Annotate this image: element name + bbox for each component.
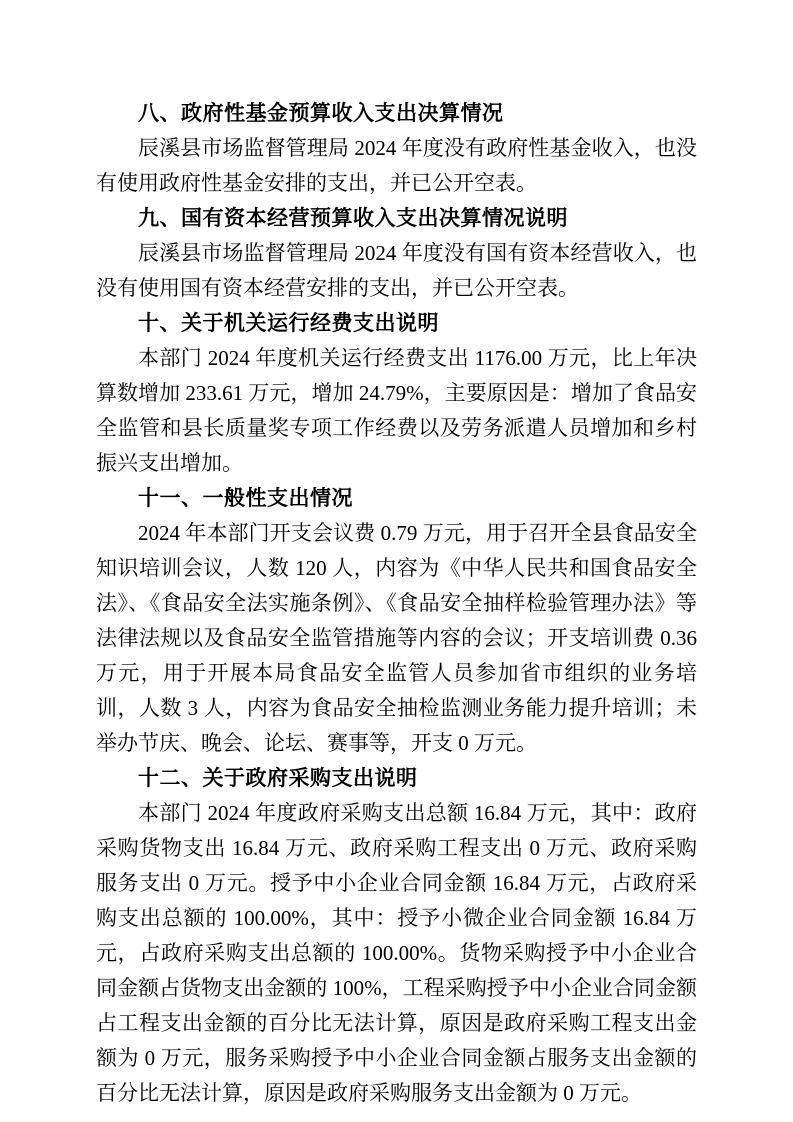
section-body-gov-fund-budget: 辰溪县市场监督管理局 2024 年度没有政府性基金收入，也没有使用政府性基金安排的支出，并已公开空表。 bbox=[96, 136, 697, 195]
section-body-gov-procurement: 本部门 2024 年度政府采购支出总额 16.84 万元，其中：政府采购货物支出 16.84 万元、政府采购工程支出 0 万元、政府采购服务支出 0 万元。授予中小企业合同金额 16.84 万元，占政府采购支出总额的 100.00%，其中：授予小微企业合同金额 16.84 万元，占政府采购支出总额的 100.00%。货物采购授予中小企业合同金额占货物支出金额的 100%，工程采购授予中小企业合同金额占工程支出金额的百分比无法计算，原因是政府采购工程支出金额为 0 万元，服务采购授予中小企业合同金额占服务支出金额的百分比无法计算，原因是政府采购服务支出金额为 0 万元。 bbox=[96, 801, 697, 1105]
section-heading-state-capital-budget: 九、国有资本经营预算收入支出决算情况说明 bbox=[138, 207, 568, 230]
section-body-general-expenditure: 2024 年本部门开支会议费 0.79 万元，用于召开全县食品安全知识培训会议，人数 120 人，内容为《中华人民共和国食品安全法》、《食品安全法实施条例》、《食品安全抽样检验管理办法》等法律法规以及食品安全监管措施等内容的会议；开支培训费 0.36 万元，用于开展本局食品安全监管人员参加省市组织的业务培训，人数 3 人，内容为食品安全抽检监测业务能力提升培训；未举办节庆、晚会、论坛、赛事等，开支 0 万元。 bbox=[96, 521, 697, 755]
section-body-state-capital-budget: 辰溪县市场监督管理局 2024 年度没有国有资本经营收入，也没有使用国有资本经营安排的支出，并已公开空表。 bbox=[96, 241, 697, 300]
section-body-agency-running-costs: 本部门 2024 年度机关运行经费支出 1176.00 万元，比上年决算数增加 233.61 万元，增加 24.79%，主要原因是：增加了食品安全监管和县长质量奖专项工作经费以及劳务派遣人员增加和乡村振兴支出增加。 bbox=[96, 346, 697, 475]
section-heading-general-expenditure: 十一、一般性支出情况 bbox=[138, 487, 353, 510]
section-heading-agency-running-costs: 十、关于机关运行经费支出说明 bbox=[138, 312, 439, 335]
section-heading-gov-procurement: 十二、关于政府采购支出说明 bbox=[138, 767, 418, 790]
section-heading-gov-fund-budget: 八、政府性基金预算收入支出决算情况 bbox=[138, 102, 504, 125]
